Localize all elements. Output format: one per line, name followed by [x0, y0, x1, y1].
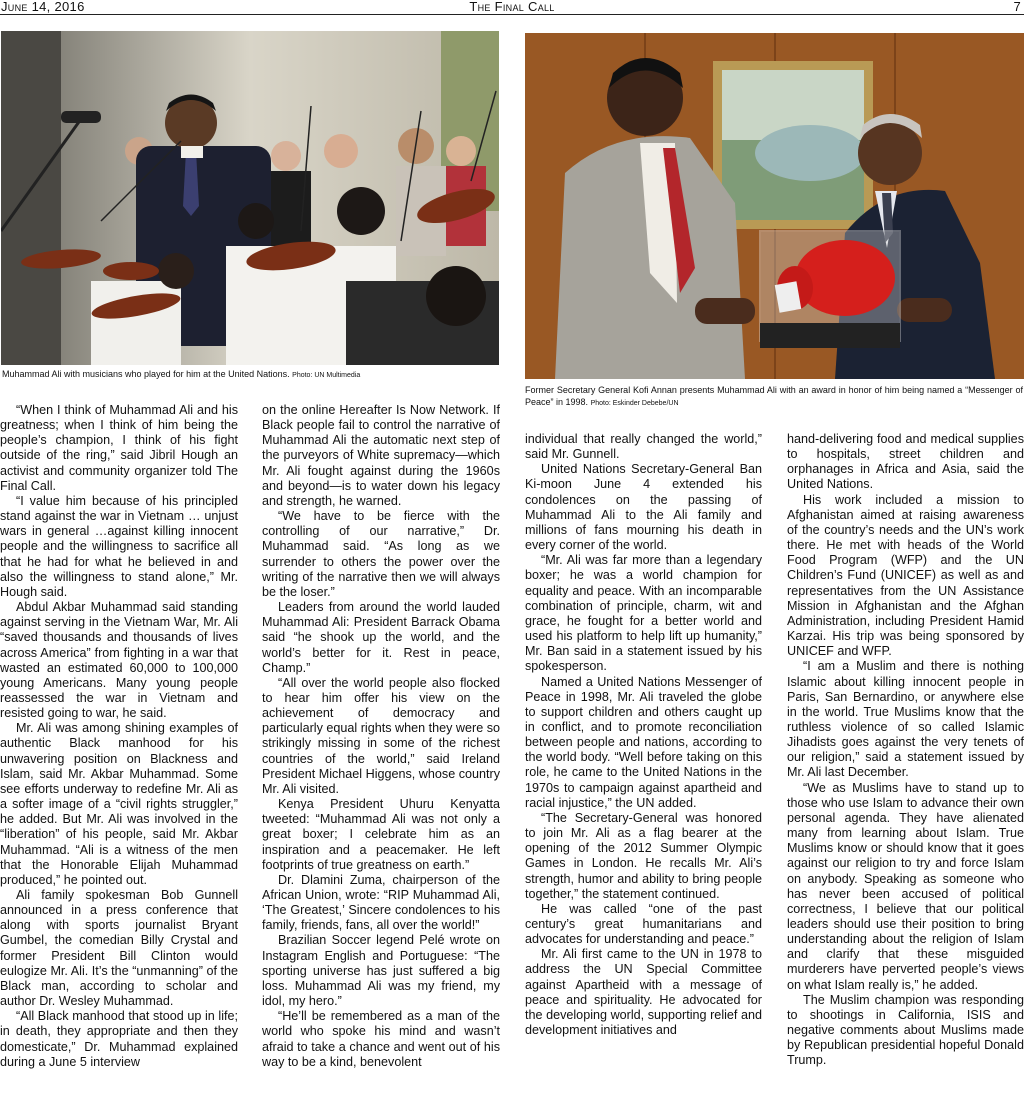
caption-text: Former Secretary General Kofi Annan presents Muhammad Ali with an award in honor of him being named a “Messenger of Peace” in 1998.	[525, 385, 1023, 407]
photo-award	[525, 33, 1024, 379]
paragraph: Leaders from around the world lauded Muhammad Ali: President Barrack Obama said “he shook up the world, and the world’s better for it. Rest in peace, Champ.”	[262, 600, 500, 675]
paragraph: Named a United Nations Messenger of Peace in 1998, Mr. Ali traveled the globe to support children and others caught up in conflict, and to promote reconciliation between people and nations, according to the world body. “Well before taking on this role, he came to the United Nations in the 1970s to campaign against apartheid and racial injustice,” the UN added.	[525, 674, 762, 810]
newspaper-name: The Final Call	[469, 0, 555, 14]
paragraph: His work included a mission to Afghanistan aimed at raising awareness of the country’s needs and the UN’s work there. He met with heads of the World Food Program (WFP) and the UN Children’s Fund (UNICEF) as well as and representatives from the UN Assistance Mission in Afghanistan and the Afghan Administration, including President Hamid Karzai. His trip was being sponsored by UNICEF and WFP.	[787, 492, 1024, 659]
paragraph: Ali family spokesman Bob Gunnell announced in a press conference that along with sports journalist Bryant Gumbel, the comedian Billy Crystal and former President Bill Clinton would eulogize Mr. Ali. It’s the “unmanning” of the Black man, according to scholar and author Dr. Wesley Muhammad.	[0, 888, 238, 1009]
paragraph: hand-delivering food and medical supplies to hospitals, street children and orphanages in Africa and Asia, said the United Nations.	[787, 432, 1024, 492]
article-column-2	[262, 403, 500, 1108]
paragraph: “We have to be fierce with the controlling of our narrative,” Dr. Muhammad said. “As long as we surrender to others the power over the writing of the narrative then we will always be the loser.”	[262, 509, 500, 599]
article-column-4	[787, 432, 1024, 1108]
paragraph: Dr. Dlamini Zuma, chairperson of the African Union, wrote: “RIP Muhammad Ali, ‘The Greatest,’ Sincere condolences to his family, friends, fans, all over the world!”	[262, 872, 500, 933]
photo-musicians	[1, 31, 499, 365]
paragraph: “The Secretary-General was honored to join Mr. Ali as a flag bearer at the opening of the 2012 Summer Olympic Games in London. He recalls Mr. Ali’s strength, humor and ability to bring people together,” the statement continued.	[525, 810, 762, 901]
caption-right	[525, 385, 1023, 409]
article-column-1	[0, 403, 238, 1108]
paragraph: The Muslim champion was responding to shootings in California, ISIS and negative comments about Muslims made by Republican presidential hopeful Donald Trump.	[787, 992, 1024, 1068]
caption-text: Muhammad Ali with musicians who played for him at the United Nations.	[2, 369, 290, 379]
caption-left	[2, 369, 498, 382]
paragraph: United Nations Secretary-General Ban Ki-moon June 4 extended his condolences on the passing of Muhammad Ali to the Ali family and millions of fans mourning his death in every corner of the world.	[525, 462, 762, 553]
paragraph: individual that really changed the world,” said Mr. Gunnell.	[525, 432, 762, 462]
paragraph: “All Black manhood that stood up in life; in death, they appropriate and then they domesticate,” Dr. Muhammad explained during a June 5 interview	[0, 1009, 238, 1069]
photo-musicians-icon	[1, 31, 499, 365]
paragraph: “Mr. Ali was far more than a legendary boxer; he was a world champion for equality and peace. With an incomparable combination of principle, charm, wit and grace, he fought for a better world and used his platform to help lift up humanity,” Mr. Ban said in a statement issued by his spokesperson.	[525, 553, 762, 674]
article-column-3	[525, 432, 762, 1108]
paragraph: on the online Hereafter Is Now Network. If Black people fail to control the narrative of Muhammad Ali the automatic next step of the purveyors of White supremacy—which Mr. Ali fought against during the 1960s and beyond—is to water down his legacy and strength, he warned.	[262, 403, 500, 508]
paragraph: Brazilian Soccer legend Pelé wrote on Instagram English and Portuguese: “The sporting universe has just suffered a big loss. Muhammad Ali was my friend, my idol, my hero.”	[262, 933, 500, 1009]
issue-date: June 14, 2016	[1, 0, 85, 14]
paragraph: Mr. Ali first came to the UN in 1978 to address the UN Special Committee against Apartheid with a message of peace and spirituality. He advocated for the developing world, supporting relief and development initiatives and	[525, 947, 762, 1038]
photo-credit: Photo: UN Multimedia	[292, 372, 361, 379]
paragraph: Mr. Ali was among shining examples of authentic Black manhood for his unwavering position on Blackness and Islam, said Mr. Akbar Muhammad. Some see efforts underway to redefine Mr. Ali as a softer image of a “civil rights struggler,” he added. But Mr. Ali was involved in the “liberation” of his people, said Mr. Akbar Muhammad. “Ali is a witness of the men that the Honorable Elijah Muhammad produced,” he pointed out.	[0, 721, 238, 887]
paragraph: “When I think of Muhammad Ali and his greatness; when I think of him being the people’s champion, I think of his fight outside of the ring,” said Jibril Hough an activist and community organizer told The Final Call.	[0, 403, 238, 493]
photo-credit: Photo: Eskinder Debebe/UN	[590, 399, 679, 407]
paragraph: “He’ll be remembered as a man of the world who spoke his mind and wasn’t afraid to take a chance and went out of his way to be a kind, benevolent	[262, 1009, 500, 1069]
paragraph: “We as Muslims have to stand up to those who use Islam to advance their own personal agenda. They have alienated many from learning about Islam. True Muslims know or should know that it goes against our religion to try and force Islam on anybody. Speaking as someone who has never been accused of political correctness, I believe that our political leaders should use their position to bring understanding about the religion of Islam and clarify that these misguided murderers have perverted people’s views on what Islam really is,” he added.	[787, 780, 1024, 992]
paragraph: Kenya President Uhuru Kenyatta tweeted: “Muhammad Ali was not only a great boxer; I celebrate him as an inspiration and a peacemaker. He left footprints of true greatness on earth.”	[262, 797, 500, 872]
photo-award-icon	[525, 33, 1024, 379]
page-number: 7	[1013, 0, 1021, 14]
paragraph: He was called “one of the past century’s great humanitarians and advocates for understanding and peace.”	[525, 901, 762, 947]
paragraph: “I am a Muslim and there is nothing Islamic about killing innocent people in Paris, San Bernardino, or anywhere else in the world. True Muslims know that the ruthless violence of so called Islamic Jihadists goes against the very tenets of our religion,” said a statement issued by Mr. Ali last December.	[787, 659, 1024, 780]
paragraph: Abdul Akbar Muhammad said standing against serving in the Vietnam War, Mr. Ali “saved thousands and thousands of lives across America” from fighting in a war that wasted an estimated 60,000 to 100,000 young Americans. Many young people reassessed the war in Vietnam and resisted going to war, he said.	[0, 600, 238, 721]
page-header	[0, 0, 1024, 15]
paragraph: “All over the world people also flocked to hear him offer his view on the achievement of democracy and particularly equal rights when they were so strikingly missing in some of the richest countries of the world,” said Ireland President Michael Higgens, whose country Mr. Ali visited.	[262, 675, 500, 796]
paragraph: “I value him because of his principled stand against the war in Vietnam … unjust wars in general …against killing innocent people and the willingness to sacrifice all that he had for what he believed in and also the willingness to stand alone,” Mr. Hough said.	[0, 493, 238, 599]
